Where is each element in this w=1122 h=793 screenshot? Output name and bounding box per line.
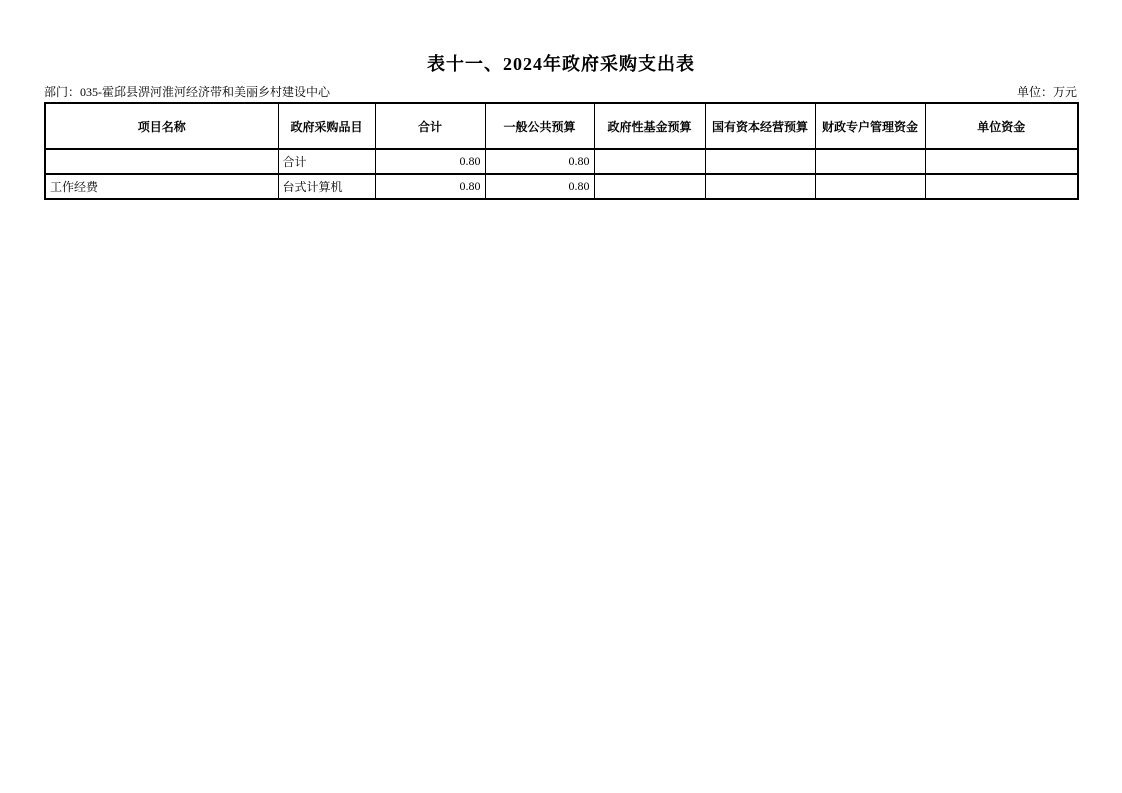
cell-state-capital-budget	[705, 174, 815, 199]
cell-procurement-item: 台式计算机	[278, 174, 375, 199]
col-header-procurement-item: 政府采购品目	[278, 103, 375, 149]
unit-label: 单位：万元	[1016, 85, 1077, 99]
cell-unit-funds	[925, 149, 1078, 174]
col-header-fiscal-special-account: 财政专户管理资金	[815, 103, 925, 149]
procurement-expenditure-table	[44, 102, 1079, 200]
col-header-project-name: 项目名称	[45, 103, 278, 149]
page-title: 表十一、2024年政府采购支出表	[427, 54, 695, 74]
cell-total: 0.80	[375, 174, 485, 199]
cell-general-public-budget: 0.80	[485, 149, 594, 174]
cell-general-public-budget: 0.80	[485, 174, 594, 199]
cell-project-name	[45, 149, 278, 174]
col-header-unit-funds: 单位资金	[925, 103, 1078, 149]
col-header-total: 合计	[375, 103, 485, 149]
col-header-state-capital-budget: 国有资本经营预算	[705, 103, 815, 149]
col-header-gov-fund-budget: 政府性基金预算	[594, 103, 705, 149]
table-row-work-expense	[45, 174, 1078, 199]
cell-procurement-item: 合计	[278, 149, 375, 174]
cell-project-name: 工作经费	[45, 174, 278, 199]
department-label: 部门：035-霍邱县淠河淮河经济带和美丽乡村建设中心	[44, 85, 330, 99]
cell-total: 0.80	[375, 149, 485, 174]
cell-unit-funds	[925, 174, 1078, 199]
cell-fiscal-special-account	[815, 149, 925, 174]
table-header-row	[45, 103, 1078, 149]
cell-gov-fund-budget	[594, 174, 705, 199]
table-row-total	[45, 149, 1078, 174]
meta-row	[44, 83, 1077, 100]
cell-state-capital-budget	[705, 149, 815, 174]
cell-fiscal-special-account	[815, 174, 925, 199]
col-header-general-public-budget: 一般公共预算	[485, 103, 594, 149]
cell-gov-fund-budget	[594, 149, 705, 174]
